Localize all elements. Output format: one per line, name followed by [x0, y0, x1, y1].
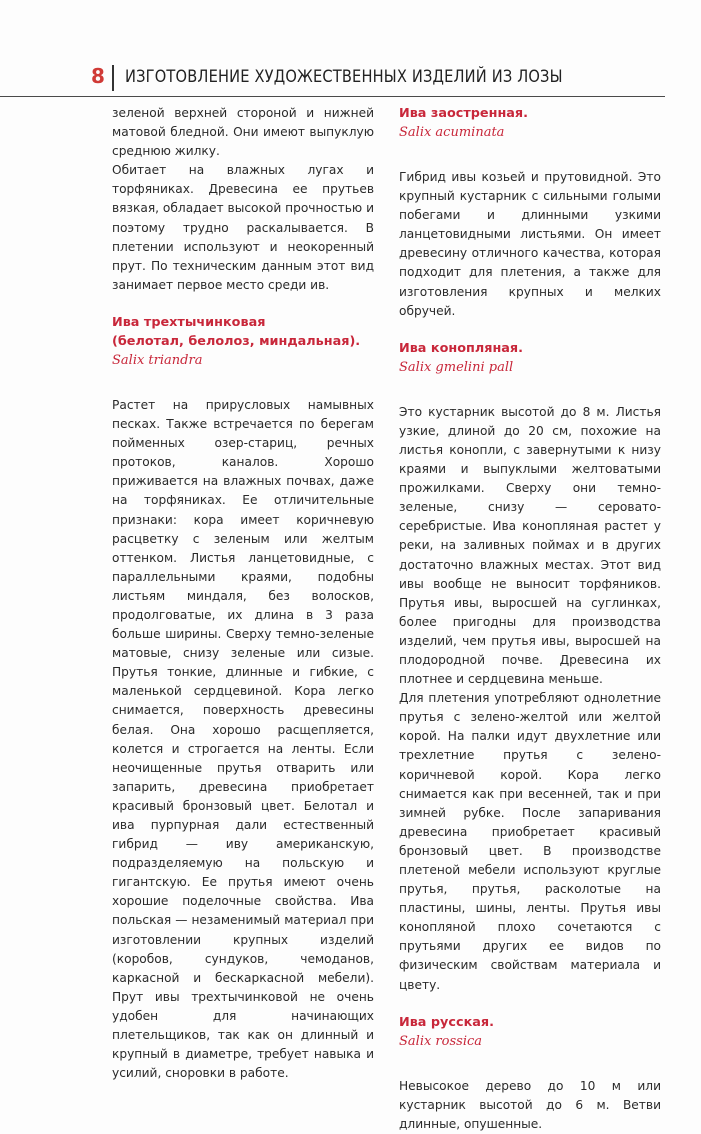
section-heading-synonyms: (белотал, белолоз, миндальная).	[112, 333, 361, 349]
section-heading: Ива трехтычинковая	[112, 314, 266, 330]
body-paragraph: Это кустарник высотой до 8 м. Листья узкие, длиной до 20 см, похожие на листья конопли, с завернутыми к низу краями и выпуклыми желтоватыми прожилками. Сверху они темно-зеленые, снизу — серовато-серебристые. Ива конопляная растет у реки, на заливных поймах и в других достаточно влажных местах. Этот вид ивы вообще не выносит торфяников. Прутья ивы, выросшей на суглинках, более пригодны для производства изделий, чем прутья ивы, выросшей на плодородной почве. Древесина их плотнее и сердцевина меньше.	[399, 404, 661, 687]
right-column	[399, 104, 661, 1134]
section-heading: Ива конопляная.	[399, 340, 523, 356]
latin-name: Salix rossica	[399, 1033, 483, 1049]
section-salix-rossica	[399, 1013, 661, 1134]
latin-name: Salix acuminata	[399, 125, 505, 140]
body-paragraph: Обитает на влажных лугах и торфяниках. Древесина ее прутьев вязкая, обладает высокой прочностью и поэтому трудно раскалывается. В плетении используют и неокоренный прут. По техническим данным этот вид занимает первое место среди ив.	[112, 163, 374, 292]
section-salix-gmelini	[399, 339, 661, 995]
latin-name: Salix triandra	[112, 352, 203, 368]
section-heading: Ива заостренная.	[399, 106, 528, 121]
latin-name: Salix gmelini pall	[399, 359, 514, 375]
body-paragraph: зеленой верхней стороной и нижней матовой бледной. Они имеют выпуклую среднюю жилку.	[112, 106, 374, 159]
body-paragraph: Гибрид ивы козьей и прутовидной. Это крупный кустарник с сильными голыми побегами и длинными узкими ланцетовидными листьями. Он имеет древесину отличного качества, которая подходит для плетения, а также для изготовления крупных и мелких обручей.	[399, 170, 661, 318]
body-paragraph: Для плетения употребляют однолетние прутья с зелено-желтой или желтой корой. На палки идут двухлетние или трехлетние прутья с зелено-коричневой корой. Кора легко снимается как при весенней, так и при зимней рубке. После запаривания древесина приобретает красивый бронзовый цвет. В производстве плетеной мебели используют круглые прутья, прутья, расколотые на пластины, шины, ленты. Прутья ивы конопляной плохо сочетаются с прутьями других ее видов по физическим свойствам материала и цвету.	[399, 691, 661, 992]
book-title: ИЗГОТОВЛЕНИЕ ХУДОЖЕСТВЕННЫХ ИЗДЕЛИЙ ИЗ ЛОЗЫ	[125, 67, 563, 87]
section-salix-acuminata	[399, 104, 661, 321]
running-header	[0, 60, 665, 97]
body-paragraph: Растет на прирусловых намывных песках. Также встречается по берегам пойменных озер-стариц, речных протоков, каналов. Хорошо приживается на влажных почвах, даже на торфяниках. Ее отличительные признаки: кора имеет коричневую расцветку с зеленым или желтым оттенком. Листья ланцетовидные, с параллельными краями, подобны листьям миндаля, без волосков, продолговатые, их длина в 3 раза больше ширины. Сверху темно-зеленые матовые, снизу зеленые или сизые. Прутья тонкие, длинные и гибкие, с маленькой сердцевиной. Кора легко снимается, поверхность древесины белая. Она хорошо расщепляется, колется и строгается на ленты. Если неочищенные прутья отварить или запарить, древесина приобретает красивый бронзовый цвет. Белотал и ива пурпурная дали естественный гибрид — иву американскую, подразделяемую на польскую и гигантскую. Ее прутья имеют очень хорошие поделочные свойства. Ива польская — незаменимый материал при изготовлении крупных изделий (коробов, сундуков, чемоданов, каркасной и бескаркасной мебели). Прут ивы трехтычинковой не очень удобен для начинающих плетельщиков, так как он длинный и крупный в диаметре, требует навыка и усилий, сноровки в работе.	[112, 397, 374, 1081]
left-column	[112, 104, 374, 1083]
header-divider	[112, 65, 114, 91]
section-heading: Ива русская.	[399, 1014, 494, 1030]
body-paragraph: Невысокое дерево до 10 м или кустарник высотой до 6 м. Ветви длинные, опушенные.	[399, 1078, 661, 1131]
page-number: 8	[91, 64, 105, 88]
